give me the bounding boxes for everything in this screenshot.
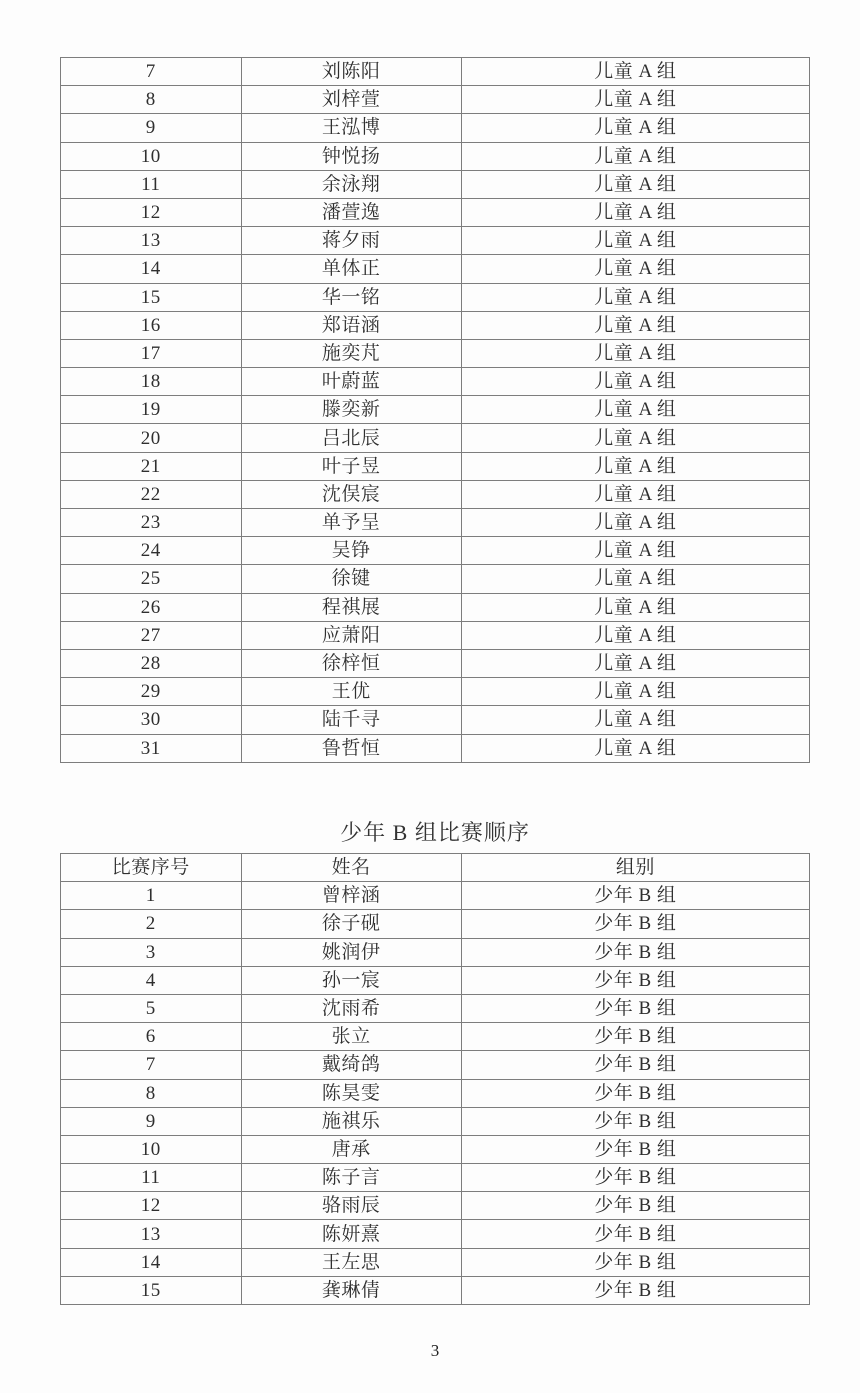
- name-cell: 程祺展: [241, 593, 461, 621]
- sequence-cell: 21: [61, 452, 242, 480]
- group-cell: 少年 B 组: [461, 882, 809, 910]
- table-row: [61, 1079, 810, 1107]
- name-cell: 徐子砚: [241, 910, 461, 938]
- name-cell: 叶子昱: [241, 452, 461, 480]
- name-cell: 陈子言: [241, 1164, 461, 1192]
- group-cell: 少年 B 组: [461, 1079, 809, 1107]
- sequence-cell: 8: [61, 1079, 242, 1107]
- name-cell: 潘萱逸: [241, 198, 461, 226]
- youth-group-b-table-body: [61, 882, 810, 1305]
- group-cell: 儿童 A 组: [461, 227, 809, 255]
- table-row: [61, 424, 810, 452]
- sequence-cell: 11: [61, 170, 242, 198]
- name-cell: 沈雨希: [241, 994, 461, 1022]
- table-row: [61, 1192, 810, 1220]
- group-cell: 儿童 A 组: [461, 537, 809, 565]
- table-row: [61, 368, 810, 396]
- name-cell: 刘陈阳: [241, 58, 461, 86]
- group-cell: 少年 B 组: [461, 1192, 809, 1220]
- group-cell: 儿童 A 组: [461, 706, 809, 734]
- name-cell: 施奕芃: [241, 339, 461, 367]
- group-cell: 儿童 A 组: [461, 86, 809, 114]
- sequence-cell: 3: [61, 938, 242, 966]
- name-cell: 华一铭: [241, 283, 461, 311]
- sequence-cell: 14: [61, 255, 242, 283]
- group-cell: 少年 B 组: [461, 994, 809, 1022]
- name-cell: 骆雨辰: [241, 1192, 461, 1220]
- name-cell: 钟悦扬: [241, 142, 461, 170]
- name-cell: 陈妍熹: [241, 1220, 461, 1248]
- table-row: [61, 1135, 810, 1163]
- sequence-cell: 23: [61, 509, 242, 537]
- column-header-name: 姓名: [241, 854, 461, 882]
- group-cell: 儿童 A 组: [461, 734, 809, 762]
- table-row: [61, 1023, 810, 1051]
- table-row: [61, 452, 810, 480]
- name-cell: 蒋夕雨: [241, 227, 461, 255]
- group-cell: 少年 B 组: [461, 1023, 809, 1051]
- group-cell: 儿童 A 组: [461, 480, 809, 508]
- name-cell: 吕北辰: [241, 424, 461, 452]
- name-cell: 徐键: [241, 565, 461, 593]
- sequence-cell: 20: [61, 424, 242, 452]
- table-row: [61, 198, 810, 226]
- sequence-cell: 13: [61, 1220, 242, 1248]
- group-cell: 儿童 A 组: [461, 678, 809, 706]
- sequence-cell: 18: [61, 368, 242, 396]
- sequence-cell: 13: [61, 227, 242, 255]
- group-cell: 儿童 A 组: [461, 58, 809, 86]
- name-cell: 沈俣宸: [241, 480, 461, 508]
- table-row: [61, 509, 810, 537]
- table-row: [61, 255, 810, 283]
- group-cell: 儿童 A 组: [461, 593, 809, 621]
- sequence-cell: 28: [61, 649, 242, 677]
- name-cell: 余泳翔: [241, 170, 461, 198]
- sequence-cell: 19: [61, 396, 242, 424]
- group-cell: 少年 B 组: [461, 1107, 809, 1135]
- group-cell: 儿童 A 组: [461, 170, 809, 198]
- sequence-cell: 27: [61, 621, 242, 649]
- group-cell: 儿童 A 组: [461, 509, 809, 537]
- group-cell: 儿童 A 组: [461, 114, 809, 142]
- table-row: [61, 734, 810, 762]
- name-cell: 姚润伊: [241, 938, 461, 966]
- name-cell: 刘梓萱: [241, 86, 461, 114]
- group-cell: 儿童 A 组: [461, 142, 809, 170]
- table-row: [61, 621, 810, 649]
- table-row: [61, 1276, 810, 1304]
- table-row: [61, 938, 810, 966]
- name-cell: 郑语涵: [241, 311, 461, 339]
- sequence-cell: 5: [61, 994, 242, 1022]
- name-cell: 单体正: [241, 255, 461, 283]
- sequence-cell: 16: [61, 311, 242, 339]
- table-row: [61, 311, 810, 339]
- group-cell: 儿童 A 组: [461, 452, 809, 480]
- table-row: [61, 1051, 810, 1079]
- name-cell: 叶蔚蓝: [241, 368, 461, 396]
- sequence-cell: 9: [61, 114, 242, 142]
- name-cell: 施祺乐: [241, 1107, 461, 1135]
- table-row: [61, 142, 810, 170]
- column-header-sequence: 比赛序号: [61, 854, 242, 882]
- table-header-row: [61, 854, 810, 882]
- name-cell: 戴绮鸽: [241, 1051, 461, 1079]
- youth-b-section-title: 少年 B 组比赛顺序: [340, 820, 530, 845]
- table-row: [61, 227, 810, 255]
- sequence-cell: 9: [61, 1107, 242, 1135]
- sequence-cell: 6: [61, 1023, 242, 1051]
- table-row: [61, 86, 810, 114]
- youth-group-b-table: [60, 853, 810, 1305]
- table-row: [61, 910, 810, 938]
- table-row: [61, 1107, 810, 1135]
- children-group-a-table: [60, 57, 810, 763]
- sequence-cell: 15: [61, 283, 242, 311]
- group-cell: 儿童 A 组: [461, 339, 809, 367]
- children-group-a-table-body: [61, 58, 810, 763]
- group-cell: 少年 B 组: [461, 1164, 809, 1192]
- group-cell: 少年 B 组: [461, 938, 809, 966]
- name-cell: 王左思: [241, 1248, 461, 1276]
- group-cell: 儿童 A 组: [461, 198, 809, 226]
- sequence-cell: 22: [61, 480, 242, 508]
- table-row: [61, 114, 810, 142]
- group-cell: 少年 B 组: [461, 1248, 809, 1276]
- table-row: [61, 1220, 810, 1248]
- table-row: [61, 593, 810, 621]
- group-cell: 儿童 A 组: [461, 424, 809, 452]
- page-number: 3: [430, 1341, 440, 1360]
- sequence-cell: 12: [61, 198, 242, 226]
- group-cell: 少年 B 组: [461, 966, 809, 994]
- name-cell: 张立: [241, 1023, 461, 1051]
- group-cell: 儿童 A 组: [461, 396, 809, 424]
- sequence-cell: 29: [61, 678, 242, 706]
- sequence-cell: 10: [61, 142, 242, 170]
- name-cell: 王优: [241, 678, 461, 706]
- table-row: [61, 396, 810, 424]
- table-row: [61, 537, 810, 565]
- name-cell: 滕奕新: [241, 396, 461, 424]
- table-row: [61, 1164, 810, 1192]
- table-row: [61, 678, 810, 706]
- name-cell: 曾梓涵: [241, 882, 461, 910]
- name-cell: 吴铮: [241, 537, 461, 565]
- table-row: [61, 649, 810, 677]
- table-row: [61, 58, 810, 86]
- name-cell: 鲁哲恒: [241, 734, 461, 762]
- group-cell: 儿童 A 组: [461, 311, 809, 339]
- table-row: [61, 706, 810, 734]
- sequence-cell: 24: [61, 537, 242, 565]
- group-cell: 儿童 A 组: [461, 283, 809, 311]
- table-row: [61, 170, 810, 198]
- name-cell: 应萧阳: [241, 621, 461, 649]
- sequence-cell: 2: [61, 910, 242, 938]
- sequence-cell: 12: [61, 1192, 242, 1220]
- group-cell: 儿童 A 组: [461, 255, 809, 283]
- table-row: [61, 283, 810, 311]
- name-cell: 单予呈: [241, 509, 461, 537]
- column-header-group: 组别: [461, 854, 809, 882]
- sequence-cell: 25: [61, 565, 242, 593]
- group-cell: 儿童 A 组: [461, 368, 809, 396]
- table-row: [61, 1248, 810, 1276]
- sequence-cell: 7: [61, 1051, 242, 1079]
- sequence-cell: 8: [61, 86, 242, 114]
- sequence-cell: 17: [61, 339, 242, 367]
- table-row: [61, 339, 810, 367]
- name-cell: 孙一宸: [241, 966, 461, 994]
- table-row: [61, 882, 810, 910]
- name-cell: 王泓博: [241, 114, 461, 142]
- sequence-cell: 26: [61, 593, 242, 621]
- table-row: [61, 994, 810, 1022]
- sequence-cell: 1: [61, 882, 242, 910]
- name-cell: 唐承: [241, 1135, 461, 1163]
- sequence-cell: 31: [61, 734, 242, 762]
- sequence-cell: 10: [61, 1135, 242, 1163]
- table-row: [61, 480, 810, 508]
- sequence-cell: 7: [61, 58, 242, 86]
- table-row: [61, 565, 810, 593]
- name-cell: 龚琳倩: [241, 1276, 461, 1304]
- youth-group-b-table-header: [61, 854, 810, 882]
- sequence-cell: 4: [61, 966, 242, 994]
- group-cell: 儿童 A 组: [461, 649, 809, 677]
- sequence-cell: 30: [61, 706, 242, 734]
- sequence-cell: 15: [61, 1276, 242, 1304]
- name-cell: 徐梓恒: [241, 649, 461, 677]
- group-cell: 少年 B 组: [461, 1135, 809, 1163]
- sequence-cell: 14: [61, 1248, 242, 1276]
- group-cell: 少年 B 组: [461, 1051, 809, 1079]
- sequence-cell: 11: [61, 1164, 242, 1192]
- name-cell: 陈昊雯: [241, 1079, 461, 1107]
- group-cell: 少年 B 组: [461, 1276, 809, 1304]
- group-cell: 少年 B 组: [461, 1220, 809, 1248]
- group-cell: 少年 B 组: [461, 910, 809, 938]
- name-cell: 陆千寻: [241, 706, 461, 734]
- group-cell: 儿童 A 组: [461, 621, 809, 649]
- table-row: [61, 966, 810, 994]
- group-cell: 儿童 A 组: [461, 565, 809, 593]
